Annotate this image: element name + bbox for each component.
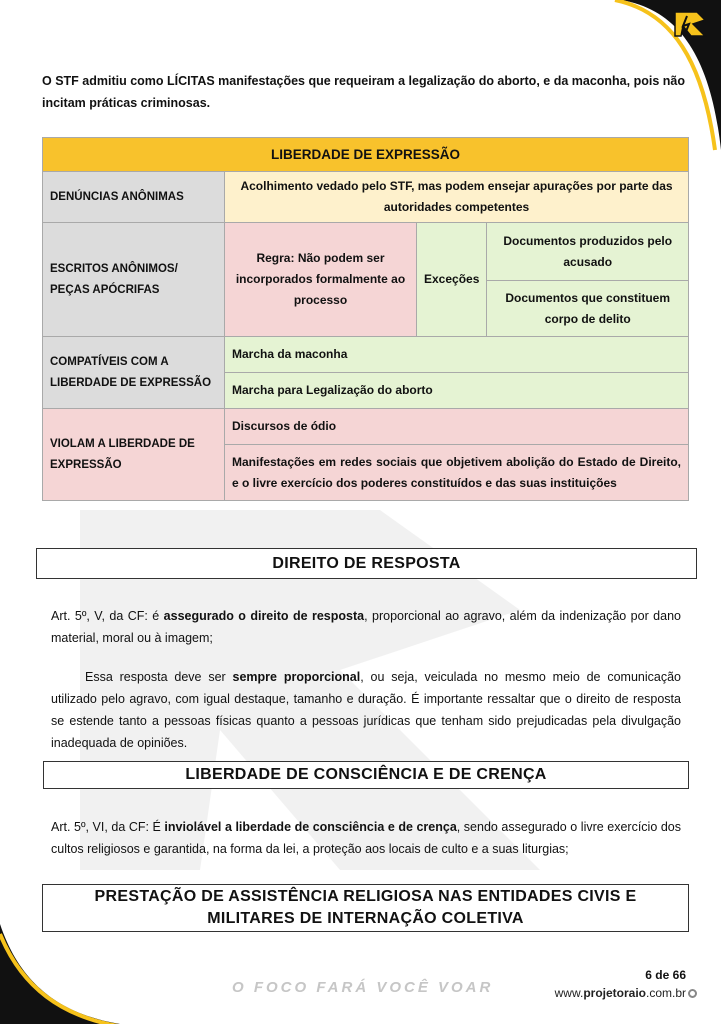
table-title: LIBERDADE DE EXPRESSÃO bbox=[43, 138, 689, 172]
liberdade-expressao-table bbox=[42, 137, 689, 501]
consciencia-article: Art. 5º, VI, da CF: É inviolável a liberdade de consciência e de crença, sendo assegurado o livre exercício dos cultos religiosos e garantida, na forma da lei, a proteção aos locais de culto e a suas liturgias; bbox=[51, 820, 681, 856]
page-number: 6 de 66 bbox=[645, 968, 686, 982]
exceptions-label: Exceções bbox=[417, 223, 487, 337]
exception-item-2: Documentos que constituem corpo de delito bbox=[487, 281, 689, 337]
violam-item-1: Discursos de ódio bbox=[225, 409, 689, 445]
violam-item-2: Manifestações em redes sociais que objetivem abolição do Estado de Direito, e o livre exercício dos poderes constituídos e das suas instituições bbox=[225, 445, 689, 501]
row-head-escritos: ESCRITOS ANÔNIMOS/ PEÇAS APÓCRIFAS bbox=[43, 223, 225, 337]
raio-icon bbox=[688, 989, 697, 998]
row-head-compativeis: COMPATÍVEIS COM A LIBERDADE DE EXPRESSÃO bbox=[43, 337, 225, 409]
projeto-raio-logo-icon bbox=[671, 6, 711, 42]
direito-resposta-paragraph: Essa resposta deve ser sempre proporcional, ou seja, veiculada no mesmo meio de comunicação utilizado pelo agravo, com igual destaque, tamanho e duração. É importante ressaltar que o direito de resposta se estende tanto a pessoas físicas quanto a pessoas jurídicas que tenham sido prejudicadas pela divulgação inadequada de opiniões. bbox=[51, 670, 681, 750]
denuncias-text: Acolhimento vedado pelo STF, mas podem ensejar apurações por parte das autoridades competentes bbox=[225, 172, 689, 223]
row-head-denuncias: DENÚNCIAS ANÔNIMAS bbox=[43, 172, 225, 223]
compativeis-item-2: Marcha para Legalização do aborto bbox=[225, 373, 689, 409]
direito-resposta-article: Art. 5º, V, da CF: é assegurado o direito de resposta, proporcional ao agravo, além da indenização por dano material, moral ou à imagem; bbox=[51, 609, 681, 645]
assistencia-heading: PRESTAÇÃO DE ASSISTÊNCIA RELIGIOSA NAS ENTIDADES CIVIS E MILITARES DE INTERNAÇÃO COLETIVA bbox=[42, 884, 689, 932]
direito-resposta-heading: DIREITO DE RESPOSTA bbox=[36, 548, 697, 579]
intro-paragraph: O STF admitiu como LÍCITAS manifestações que requeiram a legalização do aborto, e da maconha, pois não incitam práticas criminosas. bbox=[42, 74, 685, 110]
site-link[interactable]: www.projetoraio.com.br bbox=[555, 986, 697, 1000]
compativeis-item-1: Marcha da maconha bbox=[225, 337, 689, 373]
row-head-violam: VIOLAM A LIBERDADE DE EXPRESSÃO bbox=[43, 409, 225, 501]
escritos-rule: Regra: Não podem ser incorporados formalmente ao processo bbox=[225, 223, 417, 337]
footer-slogan: O FOCO FARÁ VOCÊ VOAR bbox=[232, 979, 494, 996]
consciencia-heading: LIBERDADE DE CONSCIÊNCIA E DE CRENÇA bbox=[43, 761, 689, 789]
exception-item-1: Documentos produzidos pelo acusado bbox=[487, 223, 689, 281]
